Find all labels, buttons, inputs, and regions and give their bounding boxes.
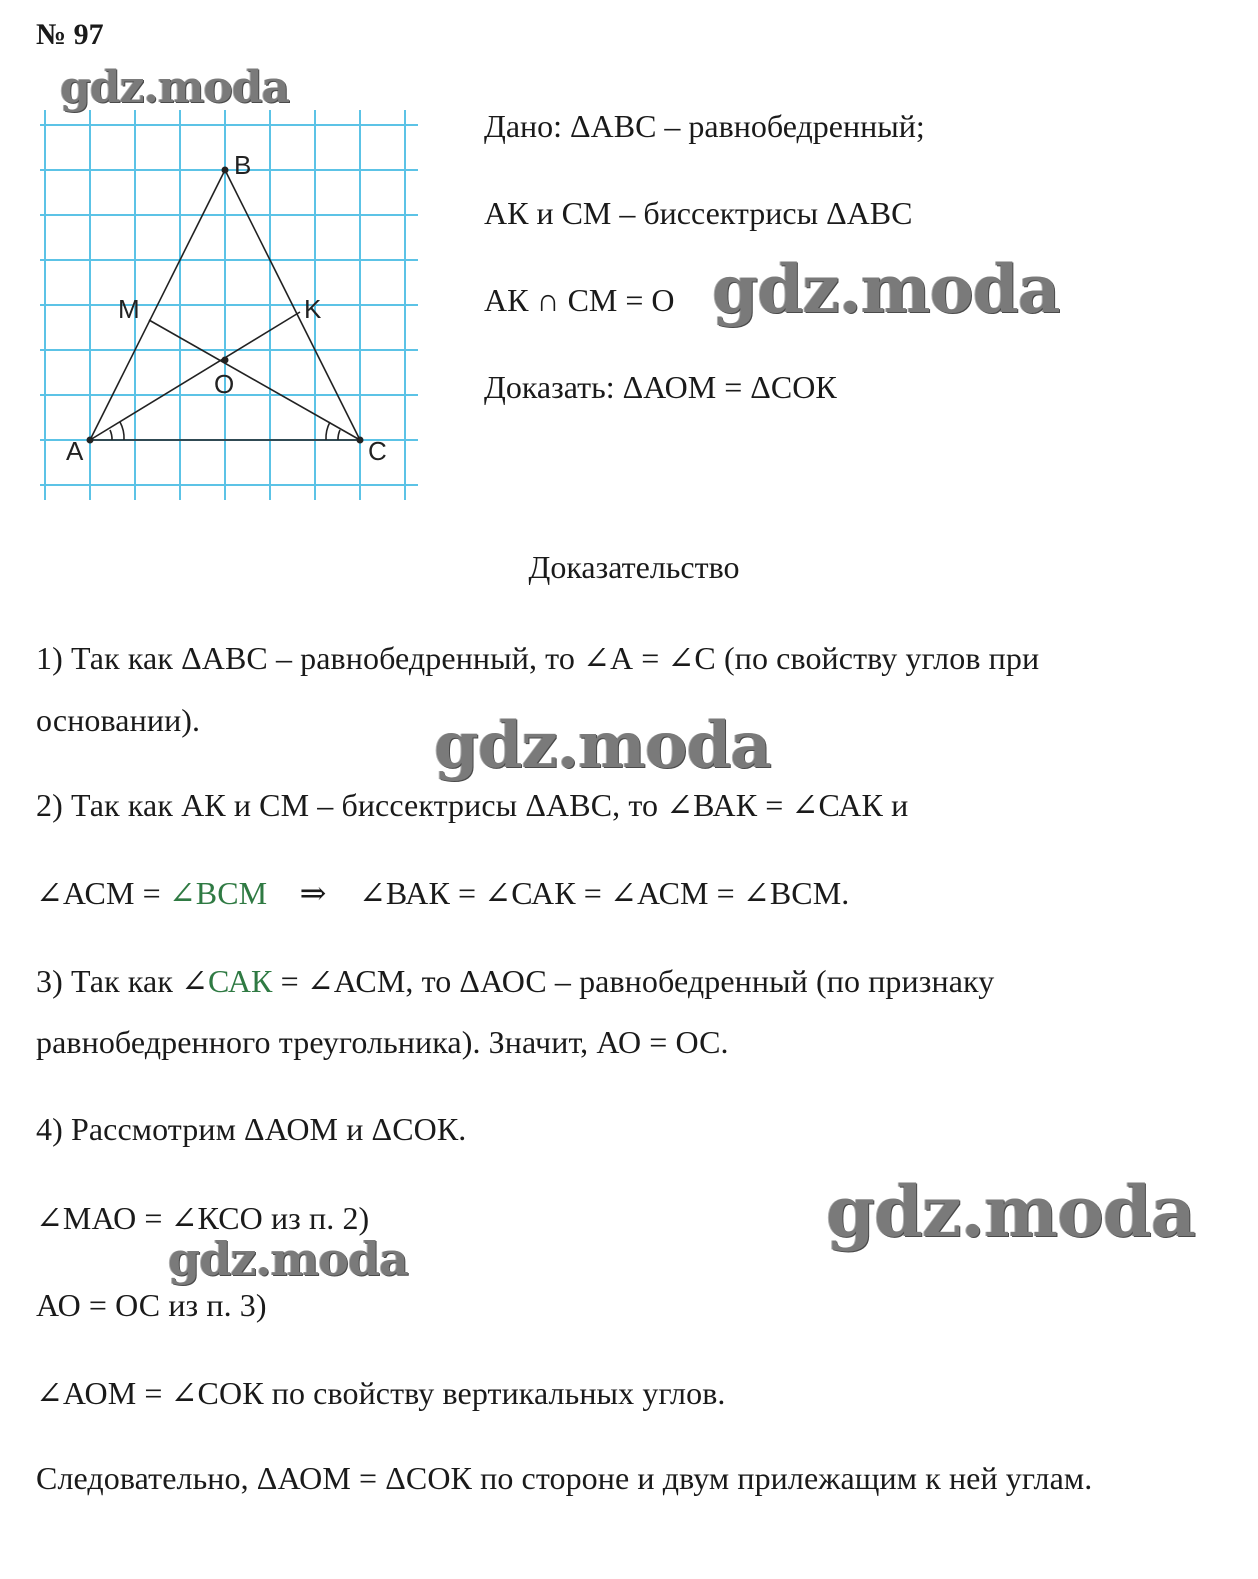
proof-step-2b [36,874,849,912]
problem-number: № 97 [36,18,104,51]
proof-step-4c: АО = ОС из п. 3) [36,1287,267,1323]
proof-step-2b-start: ∠АСМ = [36,875,169,911]
point-b [222,167,229,174]
watermark-given: gdz.moda [712,250,1060,328]
watermark-top-left: gdz.moda [60,62,290,113]
watermark-right: gdz.moda [826,1170,1196,1253]
label-a: A [66,436,84,466]
proof-step-2a: 2) Так как АК и СМ – биссектрисы ΔАВС, то ∠ВАК = ∠САК и [36,787,909,823]
point-o [222,357,229,364]
point-c [357,437,364,444]
triangle-figure [36,100,422,505]
label-o: O [214,369,235,399]
label-k: K [304,294,322,324]
label-b: B [234,150,252,180]
watermark-lower-left: gdz.moda [168,1232,408,1286]
proof-title: Доказательство [528,549,740,585]
proof-step-4d: ∠АОМ = ∠СОК по свойству вертикальных углов. [36,1375,726,1411]
angle-arc-a2 [120,422,124,440]
proof-step-2b-highlight: ∠ВСМ [168,875,268,911]
proof-step-2b-end: ⇒ ∠ВАК = ∠САК = ∠АСМ = ∠ВСМ. [267,875,850,911]
angle-arc-c1 [338,430,340,440]
given-line-4: Доказать: ΔАОМ = ΔСОК [484,369,837,405]
proof-step-3a-highlight: САК [207,963,273,999]
given-line-2: АК и СМ – биссектрисы ΔАВС [484,195,913,231]
proof-conclusion: Следовательно, ΔАОМ = ΔСОК по стороне и двум прилежащим к ней углам. [36,1460,1093,1496]
proof-step-1b: основании). [36,702,201,738]
proof-step-4b: ∠МАО = ∠КСО из п. 2) [36,1200,370,1236]
proof-step-3a-end: = ∠АСМ, то ΔАОС – равнобедренный (по признаку [272,963,995,999]
angle-arc-a1 [110,430,112,440]
given-line-1: Дано: ΔАВС – равнобедренный; [484,108,925,144]
angle-arc-c2 [326,422,330,440]
watermark-middle: gdz.moda [434,708,771,783]
proof-step-3a [36,962,994,1000]
proof-step-3b: равнобедренного треугольника). Значит, АО = ОС. [36,1024,729,1060]
label-m: M [118,294,140,324]
given-line-3: АК ∩ СМ = O [484,282,675,318]
point-a [87,437,94,444]
proof-step-4a: 4) Рассмотрим ΔАОМ и ΔСОК. [36,1111,467,1147]
proof-step-1a: 1) Так как ΔАВС – равнобедренный, то ∠А = ∠С (по свойству углов при [36,640,1040,676]
proof-step-3a-start: 3) Так как ∠ [36,963,208,999]
label-c: C [368,436,387,466]
